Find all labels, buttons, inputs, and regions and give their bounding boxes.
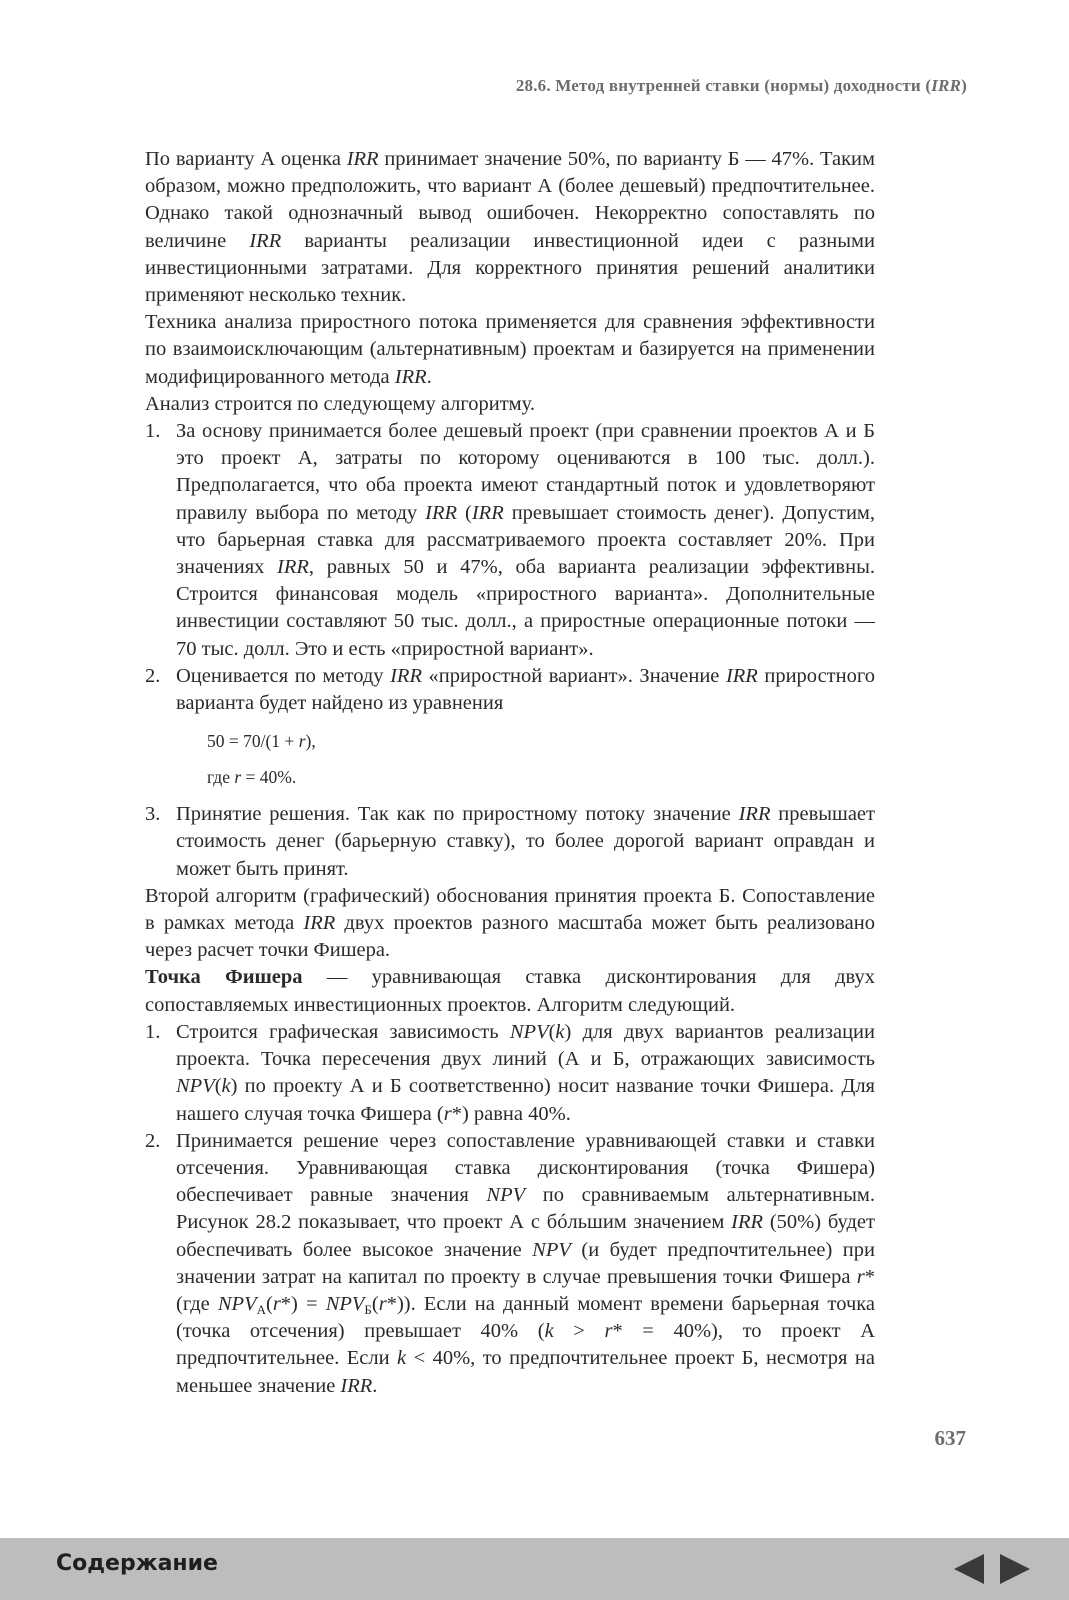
term-fisher-point: Точка Фишера: [145, 966, 303, 989]
navigation-bar: [0, 1538, 1069, 1600]
paragraph-graphic-algorithm: Второй алгоритм (графический) обоснования принятия проекта Б. Сопоставление в рамках метода IRR двух проектов разного масштаба может быть реализовано через расчет точки Фишера.: [145, 884, 875, 962]
fisher-algorithm-list: [145, 1019, 875, 1400]
incremental-algorithm-list: [145, 418, 875, 883]
paragraph-fisher-definition: Точка Фишера — уравнивающая ставка дисконтирования для двух сопоставляемых инвестиционных проектов. Алгоритм следующий.: [145, 966, 875, 1016]
paragraph-algorithm-intro: Анализ строится по следующему алгоритму.: [145, 392, 535, 415]
list-item: 2. Оценивается по методу IRR «приростной вариант». Значение IRR приростного варианта будет найдено из уравнения 50 = 70/(1 + r), где r = 40%.: [145, 664, 875, 788]
page-body: [145, 146, 875, 1400]
paragraph-irr-comparison: По варианту А оценка IRR принимает значение 50%, по варианту Б — 47%. Таким образом, можно предположить, что вариант А (более дешевый) предпочтительнее. Однако такой однозначный вывод ошибочен. Некорректно сопоставлять по величине IRR варианты реализации инвестиционной идеи с разными инвестиционными затратами. Для корректного принятия решений аналитики применяют несколько техник.: [145, 148, 875, 307]
triangle-left-icon[interactable]: [954, 1554, 984, 1584]
list-item: 3. Принятие решения. Так как по приростному потоку значение IRR превышает стоимость денег (барьерную ставку), то более дорогой вариант оправдан и может быть принят.: [145, 803, 875, 880]
formula-result: где r = 40%.: [207, 767, 297, 788]
formula-equation: 50 = 70/(1 + r),: [207, 731, 316, 752]
list-item: 1. За основу принимается более дешевый проект (при сравнении проектов А и Б это проект А, затраты по которому оцениваются в 100 тыс. долл.). Предполагается, что оба проекта имеют стандартный поток и удовлетворяют правилу выбора по методу IRR (IRR превышает стоимость денег). Допустим, что барьерная ставка для рассматриваемого проекта составляет 20%. При значениях IRR, равных 50 и 47%, оба варианта реализации эффективны. Строится финансовая модель «приростного варианта». Дополнительные инвестиции составляют 50 тыс. долл., а приростные операционные потоки — 70 тыс. долл. Это и есть «приростной вариант».: [145, 420, 876, 660]
list-item: 2. Принимается решение через сопоставление уравнивающей ставки и ставки отсечения. Уравнивающая ставка дисконтирования (точка Фишера) обеспечивает равные значения NPV по сравниваемым альтернативным. Рисунок 28.2 показывает, что проект А с бóльшим значением IRR (50%) будет обеспечивать более высокое значение NPV (и будет предпочтительнее) при значении затрат на капитал по проекту в случае превышения точки Фишера r* (где $NPV_А(r*) = NPV_Б(r*)$). Если на данный момент времени барьерная точка (точка отсечения) превышает 40% (k > r* = 40%), то проект А предпочтительнее. Если k < 40%, то предпочтительнее проект Б, несмотря на меньшее значение IRR.: [145, 1129, 876, 1397]
page-number: 637: [934, 1426, 966, 1450]
paragraph-incremental-flow: Техника анализа приростного потока применяется для сравнения эффективности по взаимоисключающим (альтернативным) проектам и базируется на применении модифицированного метода IRR.: [145, 311, 875, 388]
running-head: 28.6. Метод внутренней ставки (нормы) доходности (IRR): [515, 76, 967, 95]
list-item: 1. Строится графическая зависимость NPV(k) для двух вариантов реализации проекта. Точка пересечения двух линий (А и Б, отражающих зависимость NPV(k) по проекту А и Б соответственно) носит название точки Фишера. Для нашего случая точка Фишера (r*) равна 40%.: [145, 1020, 875, 1125]
contents-link[interactable]: Содержание: [56, 1551, 218, 1576]
triangle-right-icon[interactable]: [1000, 1554, 1030, 1584]
